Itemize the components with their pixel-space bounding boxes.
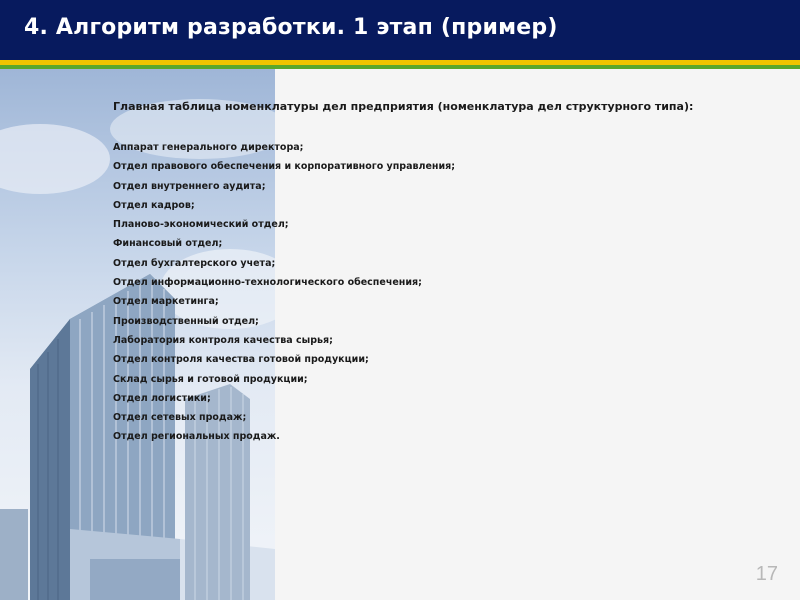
list-item: Аппарат генерального директора;	[113, 142, 304, 153]
table-heading: Главная таблица номенклатуры дел предприятия (номенклатура дел структурного типа):	[113, 100, 694, 113]
list-item: Отдел кадров;	[113, 199, 195, 211]
list-item: Отдел маркетинга;	[113, 296, 219, 308]
page-number: 17	[755, 563, 778, 585]
list-item: Лаборатория контроля качества сырья;	[113, 334, 333, 346]
list-item: Отдел информационно-технологического обеспечения;	[113, 277, 422, 289]
content-text	[113, 100, 773, 451]
list-item: Отдел внутреннего аудита;	[113, 180, 266, 192]
department-list	[113, 142, 773, 451]
list-item: Отдел региональных продаж.	[113, 431, 280, 443]
list-item: Финансовый отдел;	[113, 238, 223, 250]
list-item: Отдел логистики;	[113, 392, 211, 404]
list-item: Отдел правового обеспечения и корпоративного управления;	[113, 161, 456, 173]
list-item: Планово-экономический отдел;	[113, 219, 289, 231]
list-item: Отдел сетевых продаж;	[113, 412, 247, 424]
list-item: Отдел контроля качества готовой продукции;	[113, 354, 369, 366]
list-item: Производственный отдел;	[113, 315, 259, 327]
slide-title: 4. Алгоритм разработки. 1 этап (пример)	[24, 15, 558, 40]
slide-header	[0, 0, 800, 60]
list-item: Склад сырья и готовой продукции;	[113, 373, 308, 385]
list-item: Отдел бухгалтерского учета;	[113, 257, 276, 269]
